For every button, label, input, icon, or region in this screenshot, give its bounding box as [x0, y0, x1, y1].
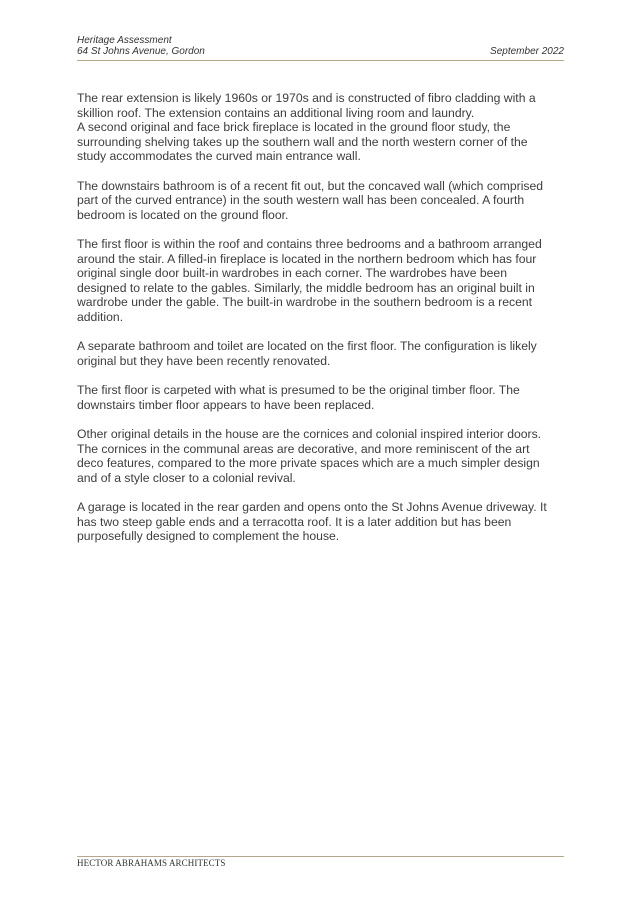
- text-line: part of the curved entrance) in the south western wall has been concealed. A fourth: [77, 193, 525, 207]
- text-line: and of a style closer to a colonial revival.: [77, 470, 296, 485]
- text-line: The rear extension is likely 1960s or 1970s and is constructed of fibro cladding with a: [77, 91, 536, 105]
- text-line: Other original details in the house are the cornices and colonial inspired interior doors.: [77, 427, 542, 441]
- text-line: around the stair. A filled-in fireplace is located in the northern bedroom which has four: [77, 251, 537, 266]
- text-line: skillion roof. The extension contains an additional living room and laundry.: [77, 105, 475, 120]
- paragraph-rear-extension: [77, 91, 564, 164]
- text-line: The first floor is carpeted with what is presumed to be the original timber floor. The: [77, 383, 520, 397]
- paragraph-garage: [77, 500, 564, 544]
- text-line: original single door built-in wardrobes in each corner. The wardrobes have been: [77, 266, 507, 280]
- header-left-block: [77, 35, 205, 57]
- text-line: study accommodates the curved main entrance wall.: [77, 149, 361, 163]
- text-line: A garage is located in the rear garden and opens onto the St Johns Avenue driveway. It: [77, 500, 547, 514]
- page-header: [77, 34, 564, 61]
- paragraph-original-details: [77, 427, 564, 485]
- text-line: A second original and face brick fireplace is located in the ground floor study, the: [77, 120, 511, 134]
- text-line: surrounding shelving takes up the southern wall and the north western corner of the: [77, 134, 528, 149]
- text-line: A separate bathroom and toilet are located on the first floor. The configuration is likely: [77, 339, 537, 353]
- text-line: wardrobe under the gable. The built-in wardrobe in the southern bedroom is a recent: [77, 295, 533, 309]
- text-line: The downstairs bathroom is of a recent fit out, but the concaved wall (which comprised: [77, 178, 544, 193]
- paragraph-bathroom-toilet: [77, 339, 564, 368]
- document-type: Heritage Assessment: [77, 35, 172, 46]
- text-line: purposefully designed to complement the house.: [77, 529, 340, 543]
- page-body: [77, 91, 564, 559]
- text-line: bedroom is located on the ground floor.: [77, 207, 289, 222]
- text-line: The cornices in the communal areas are decorative, and more reminiscent of the art: [77, 441, 530, 456]
- paragraph-first-floor: [77, 237, 564, 324]
- paragraph-flooring: [77, 383, 564, 412]
- text-line: deco features, compared to the more private spaces which are a much simpler design: [77, 456, 540, 470]
- text-line: has two steep gable ends and a terracotta roof. It is a later addition but has been: [77, 514, 512, 529]
- text-line: The first floor is within the roof and contains three bedrooms and a bathroom arranged: [77, 237, 542, 251]
- paragraph-downstairs-bathroom: [77, 179, 564, 223]
- text-line: original but they have been recently renovated.: [77, 353, 331, 368]
- firm-name: HECTOR ABRAHAMS ARCHITECTS: [77, 858, 226, 868]
- text-line: addition.: [77, 309, 124, 324]
- property-address: 64 St Johns Avenue, Gordon: [77, 46, 205, 57]
- page-footer: [77, 856, 564, 869]
- document-date: September 2022: [490, 46, 564, 57]
- text-line: designed to relate to the gables. Similarly, the middle bedroom has an original built in: [77, 280, 535, 295]
- text-line: downstairs timber floor appears to have been replaced.: [77, 397, 375, 412]
